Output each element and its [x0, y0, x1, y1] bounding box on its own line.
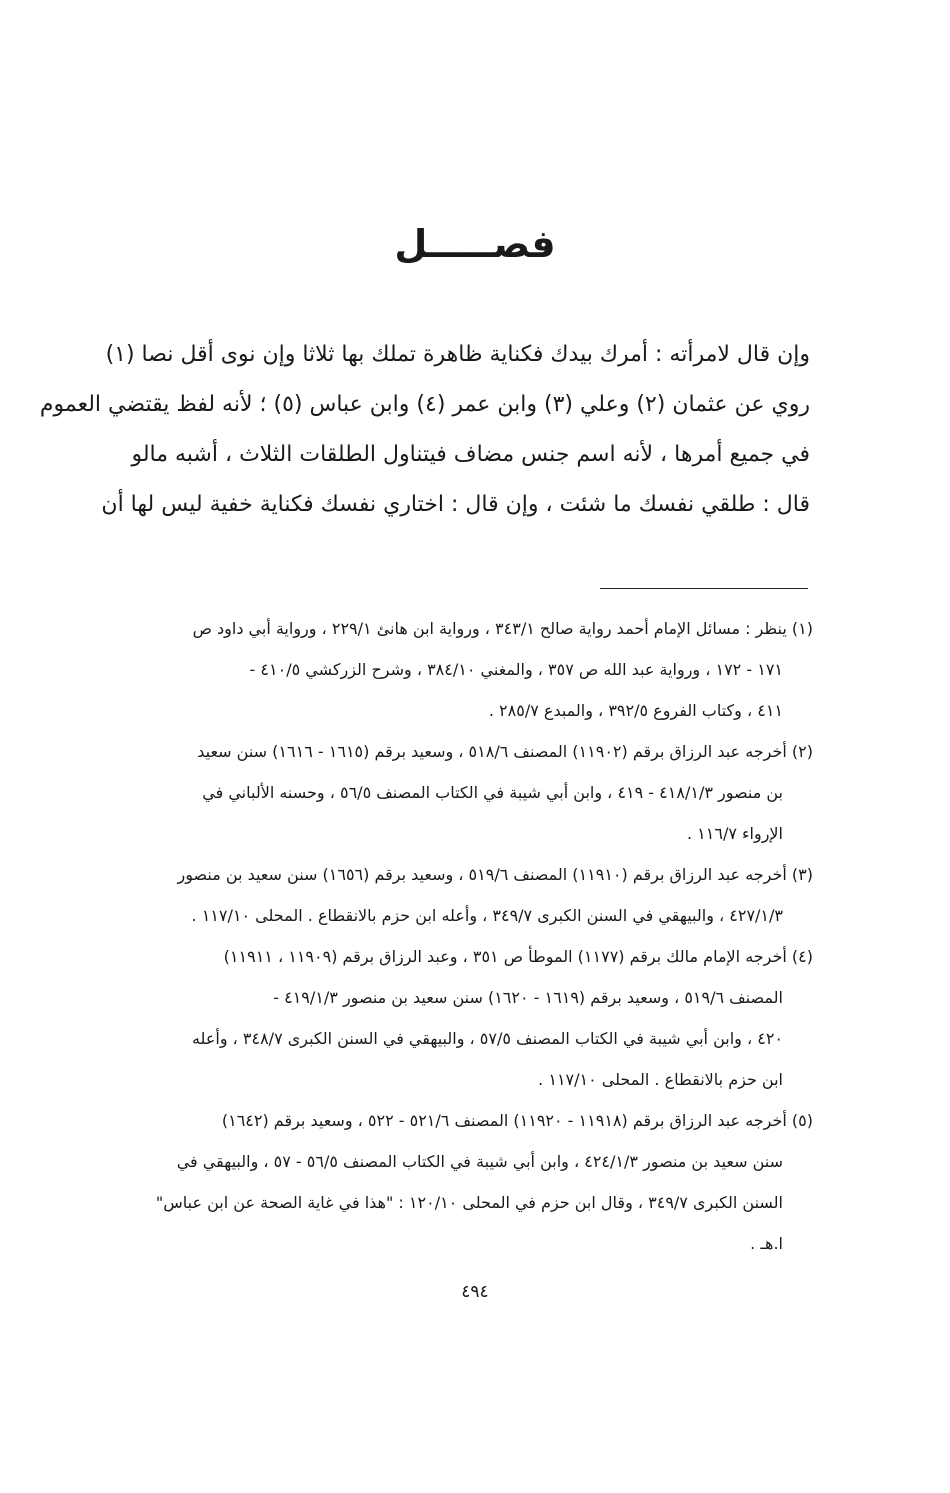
footnote-line: سنن سعيد بن منصور ٤٢٤/١/٣ ، وابن أبي شيبة في الكتاب المصنف ٥٦/٥ - ٥٧ ، والبيهقي في: [176, 1152, 783, 1171]
main-text-line: في جميع أمرها ، لأنه اسم جنس مضاف فيتناول الطلقات الثلاث ، أشبه مالو: [131, 442, 810, 467]
main-text: [39, 330, 810, 530]
footnote-line: ا.هـ .: [750, 1234, 783, 1253]
footnote-5: [88, 1100, 813, 1264]
main-text-line: وإن قال لامرأته : أمرك بيدك فكناية ظاهرة تملك بها ثلاثا وإن نوى أقل نصا (١): [105, 342, 810, 367]
footnote-line: ٤٢٠ ، وابن أبي شيبة في الكتاب المصنف ٥٧/٥ ، والبيهقي في السنن الكبرى ٣٤٨/٧ ، وأعله: [191, 1029, 783, 1048]
footnote-2: [88, 731, 813, 854]
footnote-4: [88, 936, 813, 1100]
footnote-line: (٢) أخرجه عبد الرزاق برقم (١١٩٠٢) المصنف ٥١٨/٦ ، وسعيد برقم (١٦١٥ - ١٦١٦) سنن سعيد: [197, 742, 813, 761]
footnote-line: المصنف ٥١٩/٦ ، وسعيد برقم (١٦١٩ - ١٦٢٠) سنن سعيد بن منصور ٤١٩/١/٣ -: [273, 988, 783, 1007]
footnote-line: (٣) أخرجه عبد الرزاق برقم (١١٩١٠) المصنف ٥١٩/٦ ، وسعيد برقم (١٦٥٦) سنن سعيد بن منصور: [177, 865, 813, 884]
footnote-line: (٥) أخرجه عبد الرزاق برقم (١١٩١٨ - ١١٩٢٠) المصنف ٥٢١/٦ - ٥٢٢ ، وسعيد برقم (١٦٤٢): [221, 1111, 813, 1130]
main-text-line: قال : طلقي نفسك ما شئت ، وإن قال : اختاري نفسك فكناية خفية ليس لها أن: [101, 492, 810, 517]
footnote-line: ٤١١ ، وكتاب الفروع ٣٩٢/٥ ، والمبدع ٢٨٥/٧ .: [488, 701, 783, 720]
footnote-line: الإرواء ١١٦/٧ .: [686, 824, 783, 843]
footnote-1: [88, 608, 813, 731]
section-title: فصـــــل: [394, 222, 556, 266]
footnote-line: (٤) أخرجه الإمام مالك برقم (١١٧٧) الموطأ ص ٣٥١ ، وعبد الرزاق برقم (١١٩٠٩ ، ١١٩١١): [223, 947, 813, 966]
footnote-line: ابن حزم بالانقطاع . المحلى ١١٧/١٠ .: [538, 1070, 783, 1089]
footnote-line: السنن الكبرى ٣٤٩/٧ ، وقال ابن حزم في المحلى ١٢٠/١٠ : "هذا في غاية الصحة عن ابن عباس": [155, 1193, 783, 1212]
footnote-3: [88, 854, 813, 936]
main-text-line: روي عن عثمان (٢) وعلي (٣) وابن عمر (٤) وابن عباس (٥) ؛ لأنه لفظ يقتضي العموم: [39, 392, 810, 417]
footnote-divider: [600, 588, 808, 589]
footnote-line: بن منصور ٤١٨/١/٣ - ٤١٩ ، وابن أبي شيبة في الكتاب المصنف ٥٦/٥ ، وحسنه الألباني في: [202, 783, 783, 802]
footnote-line: ٤٢٧/١/٣ ، والبيهقي في السنن الكبرى ٣٤٩/٧ ، وأعله ابن حزم بالانقطاع . المحلى ١١٧/١٠ .: [191, 906, 783, 925]
footnote-line: (١) ينظر : مسائل الإمام أحمد رواية صالح ٣٤٣/١ ، ورواية ابن هانئ ٢٢٩/١ ، ورواية أبي داود ص: [192, 619, 813, 638]
footnotes: [88, 608, 813, 1264]
footnote-line: ١٧١ - ١٧٢ ، ورواية عبد الله ص ٣٥٧ ، والمغني ٣٨٤/١٠ ، وشرح الزركشي ٤١٠/٥ -: [249, 660, 783, 679]
page-number: ٤٩٤: [461, 1282, 489, 1302]
